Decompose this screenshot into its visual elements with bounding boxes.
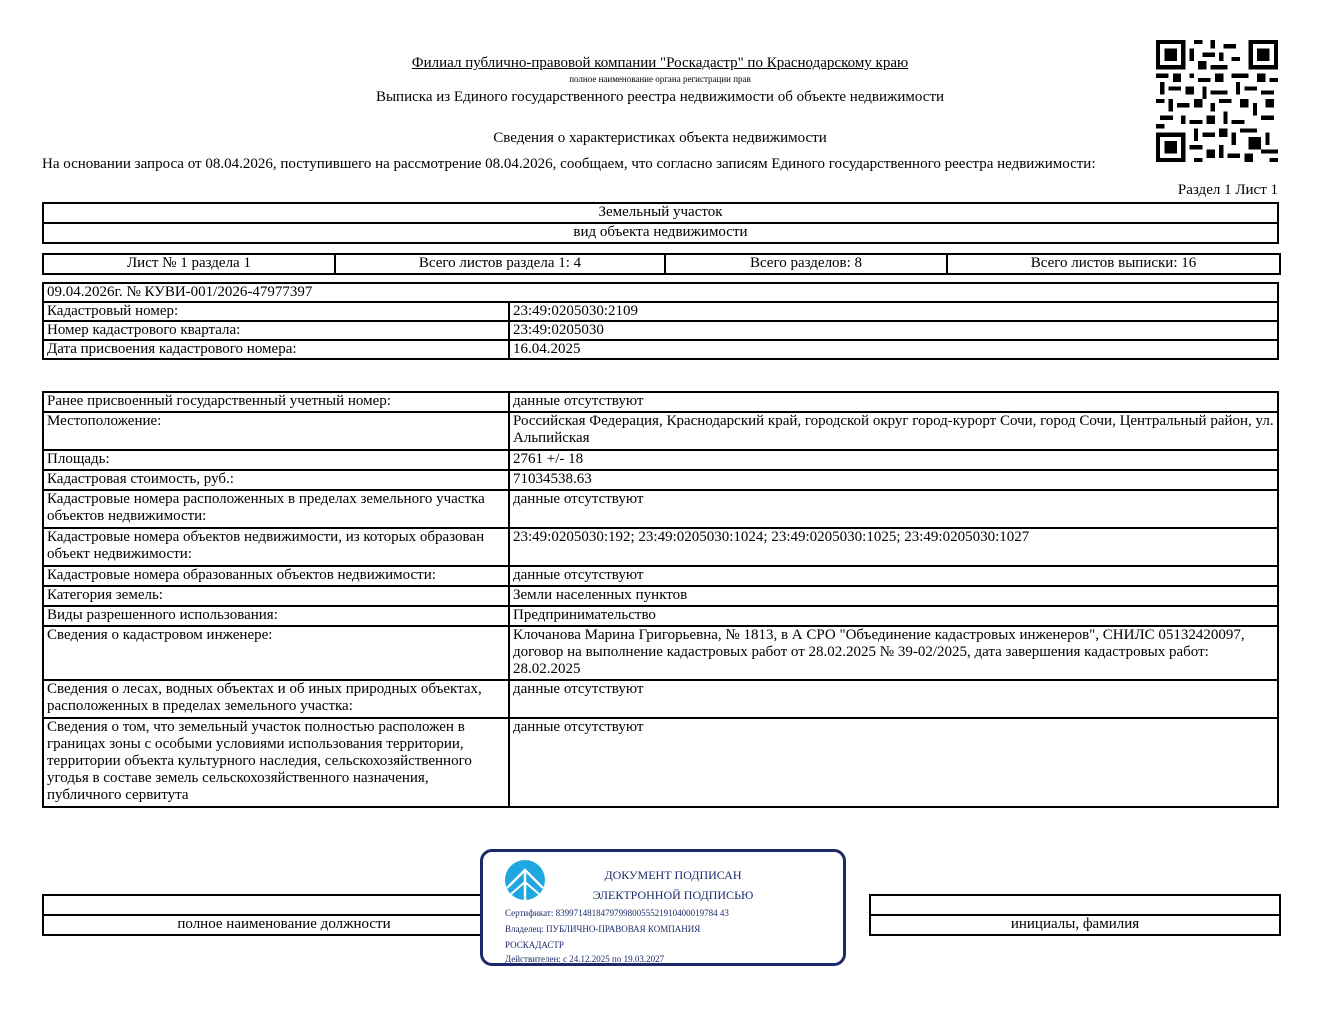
row-label: Кадастровые номера объектов недвижимости, из которых образован объект недвижимости: — [43, 528, 509, 566]
table-row — [43, 566, 1278, 586]
row-label: Номер кадастрового квартала: — [43, 321, 509, 340]
table-row — [43, 302, 1278, 321]
row-label: Сведения о том, что земельный участок полностью расположен в границах зоны с особыми условиями использования территории, территории объекта культурного наследия, сельскохозяйственного угодья в составе земель сельскохозяйственного назначения, публичного сервитута — [43, 718, 509, 807]
table-row — [43, 626, 1278, 680]
row-value: Земли населенных пунктов — [509, 586, 1278, 606]
row-value: 23:49:0205030 — [509, 321, 1278, 340]
row-value: 23:49:0205030:2109 — [509, 302, 1278, 321]
row-label: Виды разрешенного использования: — [43, 606, 509, 626]
row-value: Предпринимательство — [509, 606, 1278, 626]
row-value: данные отсутствуют — [509, 680, 1278, 718]
table-row — [43, 412, 1278, 450]
row-label: Кадастровые номера расположенных в пределах земельного участка объектов недвижимости: — [43, 490, 509, 528]
document-subtitle: Сведения о характеристиках объекта недвижимости — [493, 130, 827, 146]
name-field — [870, 895, 1280, 915]
table-row — [43, 528, 1278, 566]
organization-caption: полное наименование органа регистрации прав — [569, 74, 751, 84]
stamp-owner-name: РОСКАДАСТР — [505, 940, 564, 950]
table-row — [43, 450, 1278, 470]
row-value: 2761 +/- 18 — [509, 450, 1278, 470]
request-basis-text: На основании запроса от 08.04.2026, поступившего на рассмотрение 08.04.2026, сообщаем, что согласно записям Единого государственного реестра недвижимости: — [42, 156, 1096, 172]
table-row — [43, 718, 1278, 807]
table-row — [43, 340, 1278, 359]
organization-name: Филиал публично-правовой компании "Роскадастр" по Краснодарскому краю — [411, 55, 909, 71]
row-value: 23:49:0205030:192; 23:49:0205030:1024; 23:49:0205030:1025; 23:49:0205030:1027 — [509, 528, 1278, 566]
row-value: данные отсутствуют — [509, 490, 1278, 528]
position-caption: полное наименование должности — [43, 915, 525, 935]
row-label: Местоположение: — [43, 412, 509, 450]
sheets-table — [42, 253, 1281, 275]
identification-table — [42, 282, 1279, 360]
position-field — [43, 895, 525, 915]
row-value: данные отсутствуют — [509, 566, 1278, 586]
row-label: Дата присвоения кадастрового номера: — [43, 340, 509, 359]
sheets-in-section: Всего листов раздела 1: 4 — [335, 254, 665, 274]
row-value: 16.04.2025 — [509, 340, 1278, 359]
table-row — [43, 392, 1278, 412]
row-label: Ранее присвоенный государственный учетный номер: — [43, 392, 509, 412]
table-row — [43, 321, 1278, 340]
table-row — [43, 586, 1278, 606]
sections-total: Всего разделов: 8 — [665, 254, 947, 274]
stamp-validity: Действителен: с 24.12.2025 по 19.03.2027 — [505, 954, 665, 964]
row-label: Сведения о кадастровом инженере: — [43, 626, 509, 680]
object-kind-caption: вид объекта недвижимости — [43, 223, 1278, 243]
stamp-title-line1: ДОКУМЕНТ ПОДПИСАН — [604, 868, 742, 882]
row-label: Кадастровая стоимость, руб.: — [43, 470, 509, 490]
row-value: Российская Федерация, Краснодарский край, городской округ город-курорт Сочи, город Сочи, Центральный район, ул. Альпийская — [509, 412, 1278, 450]
row-label: Кадастровый номер: — [43, 302, 509, 321]
characteristics-table — [42, 391, 1279, 808]
stamp-owner: Владелец: ПУБЛИЧНО-ПРАВОВАЯ КОМПАНИЯ — [505, 924, 701, 934]
row-value: данные отсутствуют — [509, 392, 1278, 412]
name-caption: инициалы, фамилия — [870, 915, 1280, 935]
row-value: Клочанова Марина Григорьевна, № 1813, в А СРО "Объединение кадастровых инженеров", СНИЛС 05132420097, договор на выполнение кадастровых работ от 28.02.2025 № 39-02/2025, дата завершения кадастровых работ: 28.02.2025 — [509, 626, 1278, 680]
table-row — [43, 490, 1278, 528]
sheets-total: Всего листов выписки: 16 — [947, 254, 1280, 274]
table-row — [43, 470, 1278, 490]
row-value: 71034538.63 — [509, 470, 1278, 490]
stamp-title-line2: ЭЛЕКТРОННОЙ ПОДПИСЬЮ — [592, 888, 754, 902]
row-value: данные отсутствуют — [509, 718, 1278, 807]
row-label: Сведения о лесах, водных объектах и об иных природных объектах, расположенных в пределах земельного участка: — [43, 680, 509, 718]
qr-code-icon — [1156, 40, 1278, 162]
section-reference: Раздел 1 Лист 1 — [1177, 182, 1278, 198]
table-row — [43, 606, 1278, 626]
document-title: Выписка из Единого государственного реестра недвижимости об объекте недвижимости — [375, 89, 945, 105]
extract-id: 09.04.2026г. № КУВИ-001/2026-47977397 — [43, 283, 1278, 302]
roskadastr-logo-icon — [503, 858, 547, 902]
object-kind-table — [42, 202, 1279, 244]
table-row — [43, 680, 1278, 718]
stamp-certificate: Сертификат: 839971481847979980055521910400019784 43 — [505, 908, 729, 918]
electronic-signature-stamp — [480, 849, 846, 966]
object-kind-value: Земельный участок — [43, 203, 1278, 223]
row-label: Категория земель: — [43, 586, 509, 606]
sheet-number: Лист № 1 раздела 1 — [43, 254, 335, 274]
row-label: Площадь: — [43, 450, 509, 470]
row-label: Кадастровые номера образованных объектов недвижимости: — [43, 566, 509, 586]
